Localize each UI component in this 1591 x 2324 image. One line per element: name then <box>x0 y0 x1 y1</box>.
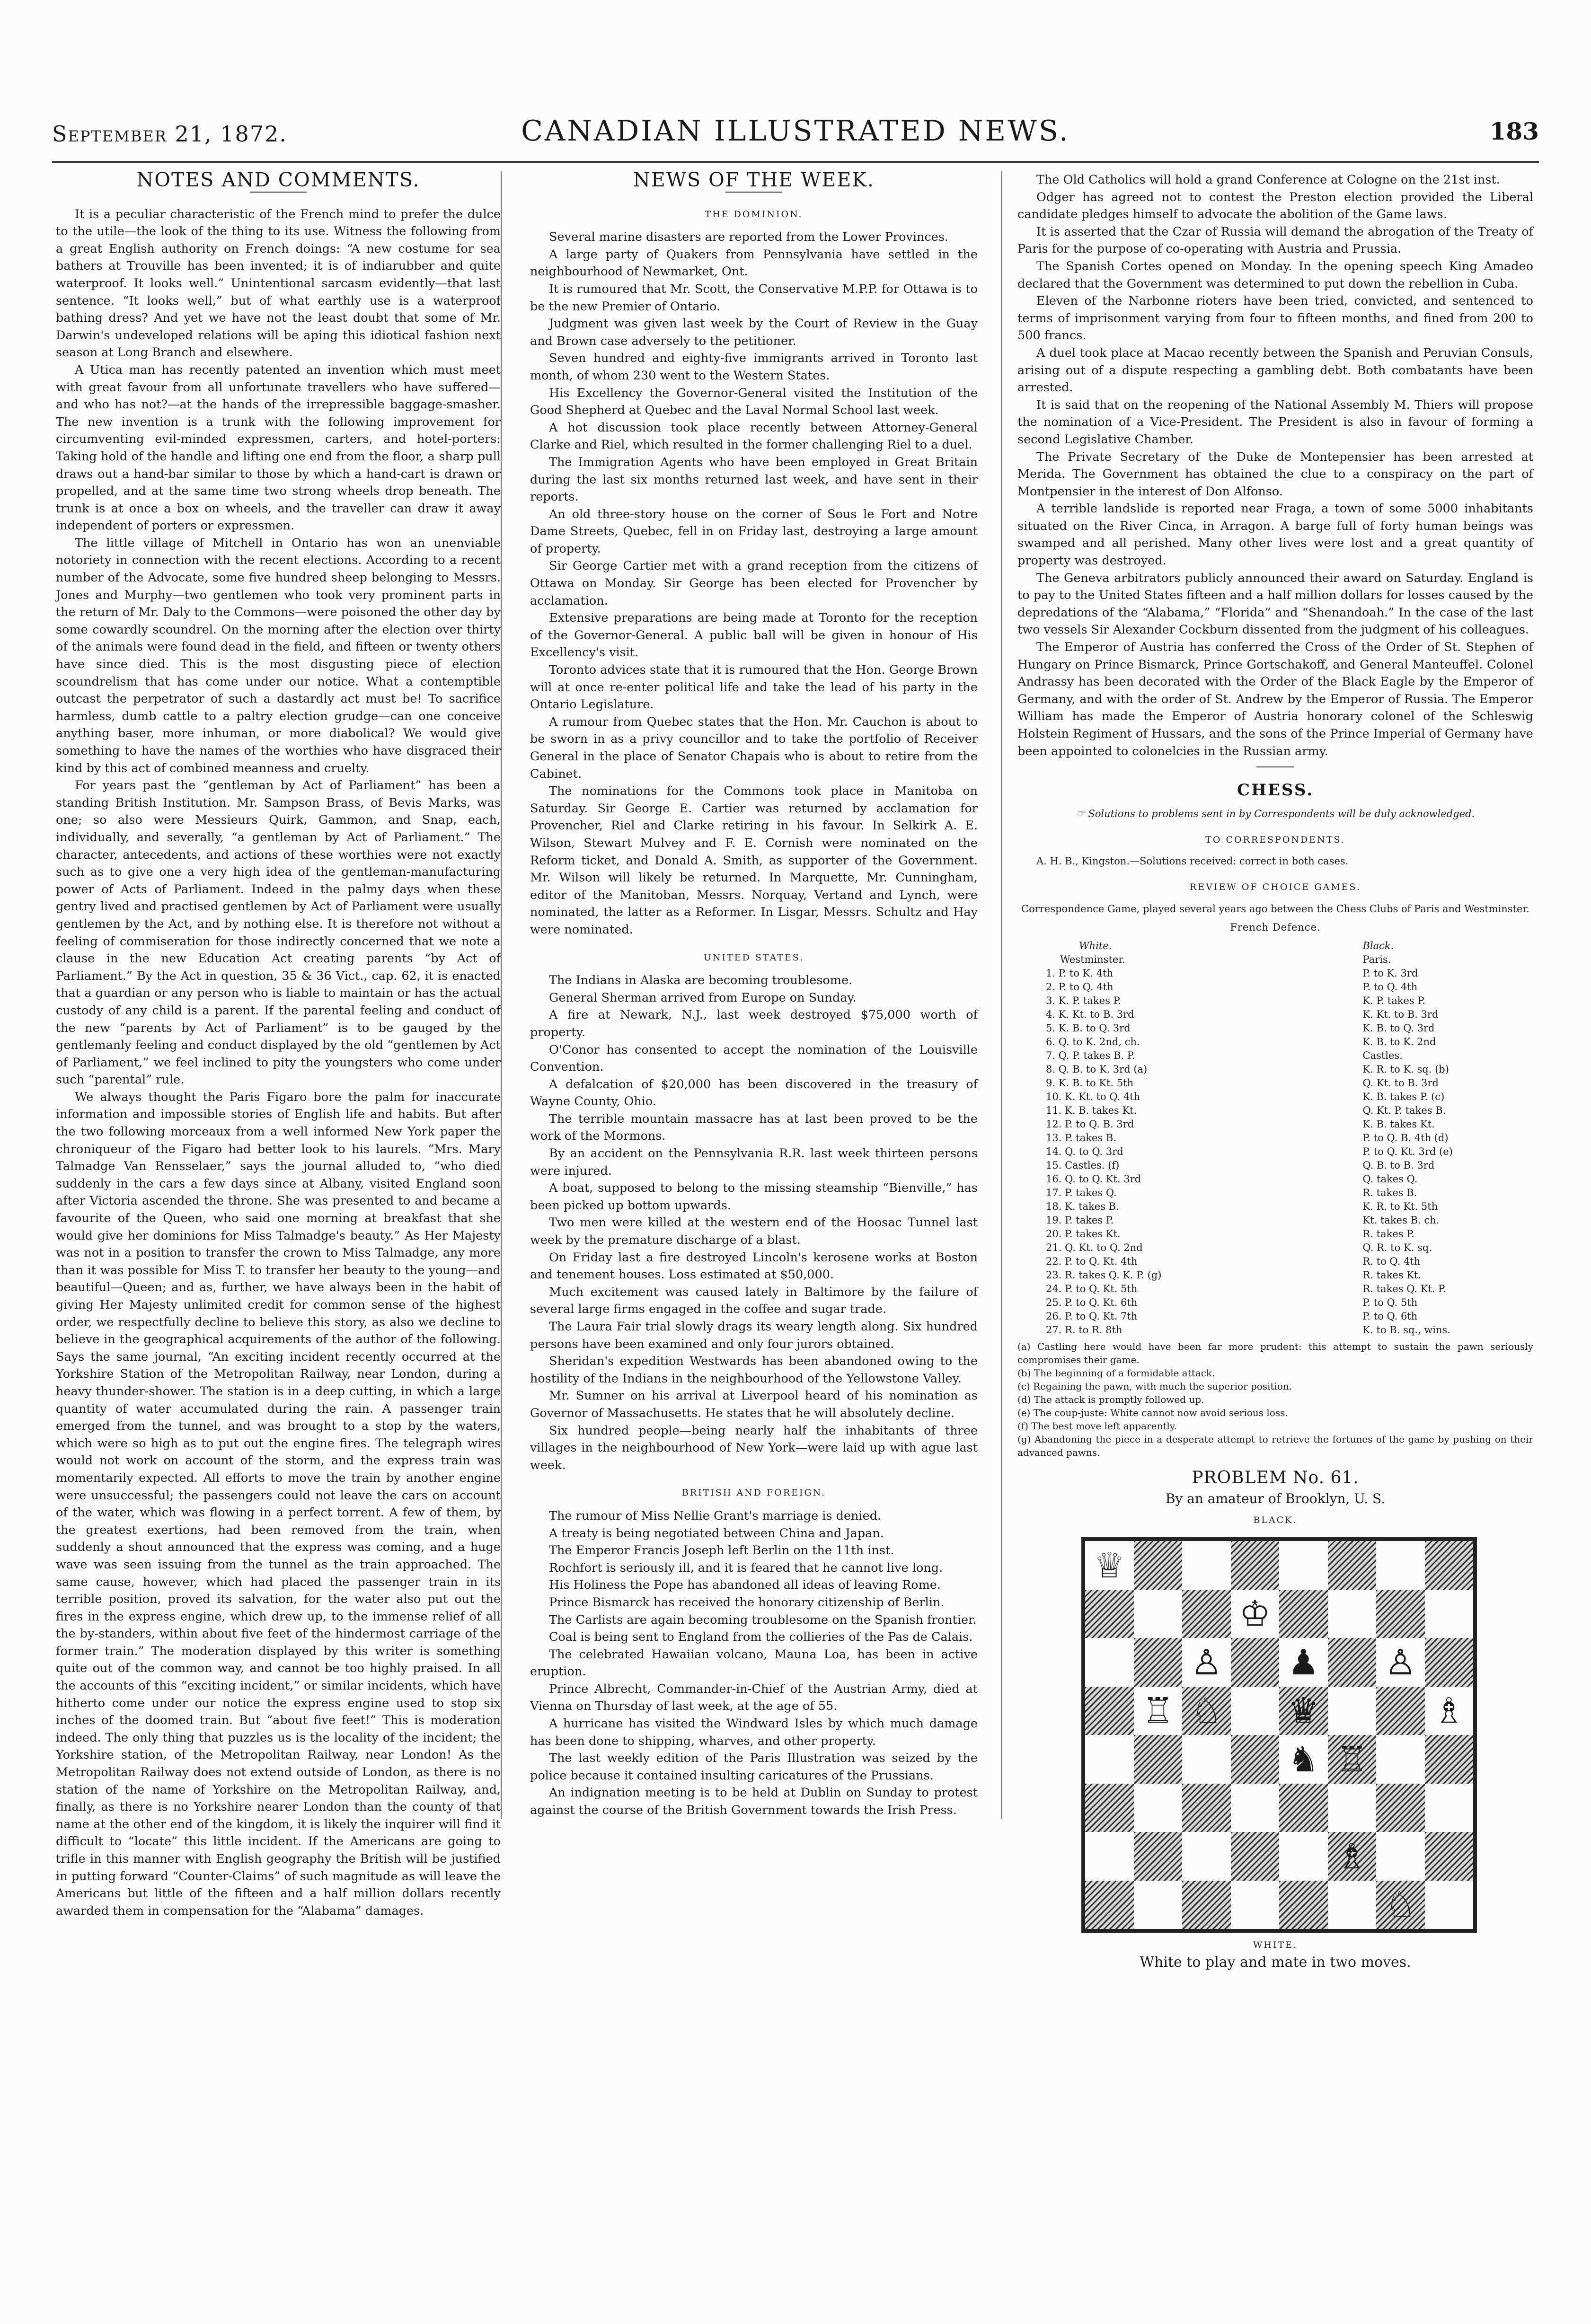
black-move: R. takes B. <box>1362 1187 1417 1198</box>
black-move: K. R. to Kt. 5th <box>1362 1200 1438 1212</box>
white-move: 12. P. to Q. B. 3rd <box>1046 1118 1134 1130</box>
board-square <box>1182 1881 1231 1929</box>
game-annotation: (c) Regaining the pawn, with much the superior position. <box>1017 1380 1292 1392</box>
news-item: O'Conor has consented to accept the nomination of the Louisville Convention. <box>530 1042 978 1074</box>
article-paragraph: We always thought the Paris Figaro bore the palm for inaccurate information and impossible stories of English life and habits. But after the two following morceaux from a well informed New York paper the chroniqueur of the Figaro had better look to his laurels. “Mrs. Mary Talmadge Van Rensselaer,” says the journal alluded to, “who died suddenly in the cars a few days since at Albany, visited England soon after Victoria ascended the throne. She was presented to and became a favourite of the Queen, who said one morning at breakfast that she would give her dominions for Miss Talmadge's beauty.” As Her Majesty was not in a position to transfer the crown to Miss Talmadge, any more than it was possible for Miss T. to transfer her beauty to the young—and beautiful—Queen; and as, further, we have always been in the habit of giving Her Majesty unlimited credit for common sense of the highest order, we respectfully decline to believe this story, as also we decline to believe in the geographical acquirements of the author of the following. Says the same journal, “An exciting incident recently occurred at the Yorkshire Station of the Metropolitan Railway, near London, during a heavy thunder-shower. The station is in a deep cutting, in which a large quantity of water accumulated during the rain. A passenger train emerged from the tunnel, and was brought to a stop by the waters, which were so high as to put out the engine fires. The telegraph wires would not work on account of the storm, and the express train was momentarily expected. All efforts to move the train by another engine were unsuccessful; the passengers could not leave the cars on account of the water, which was flowing in a perfect torrent. A few of them, by the greatest exertions, had been removed from the train, when suddenly a shout announced that the express was coming, and a huge wave was seen issuing from the tunnel as the train approached. The same cause, however, which had placed the passenger train in its terrible position, proved its salvation, for the water also put out the fires in the express engine, which drew up, to the immense relief of all the by-standers, within about five feet of the hindermost carriage of the former train.” The moderation displayed by this writer is something quite out of the common way, and cannot be too highly praised. In all the accounts of this “exciting incident,” or similar incidents, which have hitherto come under our notice the express engine used to stop six inches of the doomed train. But “about five feet!” This is moderation indeed. The only thing that puzzles us is the locality of the incident; the Yorkshire station, of the Metropolitan Railway, near London! As the Metropolitan Railway does not extend outside of London, as there is no station of the name of Yorkshire on the Metropolitan Railway, and, finally, as there is no Yorkshire nearer London than the county of that name at the other end of the kingdom, it is likely the inquirer will find it difficult to “locate” this little incident. If the Americans are going to trifle in this manner with English geography the British will be justified in putting forward “Counter-Claims” of such magnitude as will leave the Americans but little of the fifteen and a half million dollars recently awarded them in compensation for the “Alabama” damages. <box>56 1090 501 1918</box>
correspondents-label: TO CORRESPONDENTS. <box>1205 834 1345 845</box>
black-move: P. to Q. 5th <box>1362 1296 1418 1308</box>
news-item: Two men were killed at the western end of the Hoosac Tunnel last week by the premature discharge of a blast. <box>530 1215 978 1248</box>
move-row <box>1017 1063 1533 1076</box>
move-row <box>1017 1145 1533 1159</box>
notes-body <box>56 206 501 1920</box>
board-square <box>1085 1687 1134 1735</box>
news-item: Eleven of the Narbonne rioters have been tried, convicted, and sentenced to terms of imprisonment varying from four to fifteen months, and fined from 200 to 500 francs. <box>1017 294 1533 343</box>
news-item: Six hundred people—being nearly half the inhabitants of three villages in the neighbourhood of New York—were laid up with ague last week. <box>530 1423 978 1472</box>
news-item: The last weekly edition of the Paris Illustration was seized by the police because it contained insulting caricatures of the Prussians. <box>530 1751 978 1783</box>
black-move: P. to Q. 6th <box>1362 1310 1418 1322</box>
black-move: Castles. <box>1362 1049 1403 1061</box>
board-square <box>1231 1784 1280 1832</box>
black-move: K. P. takes P. <box>1362 995 1425 1006</box>
chess-piece-square: ♙ <box>1376 1638 1425 1687</box>
white-move: 4. K. Kt. to B. 3rd <box>1046 1008 1134 1020</box>
black-club: Paris. <box>1362 953 1391 965</box>
board-square <box>1134 1590 1183 1638</box>
news-item: It is rumoured that Mr. Scott, the Conservative M.P.P. for Ottawa is to be the new Premier of Ontario. <box>530 282 978 314</box>
foreign-news <box>530 1507 978 1819</box>
article-paragraph: It is a peculiar characteristic of the French mind to prefer the dulce to the utile—the look of the thing to its use. Witness the following from a great English authority on French doings: “A new costume for sea bathers at Trouville has been invented; it is of indiarubber and quite waterproof. It looks well.” Unintentional sarcasm evidently—that last sentence. “It looks well,” but of what earthly use is a waterproof bathing dress? And yet we have not the least doubt that some of Mr. Darwin's undeveloped relations will be aping this idiotical fashion next season at Long Branch and elsewhere. <box>56 207 501 360</box>
board-square <box>1328 1638 1377 1687</box>
chess-piece-square: ♗ <box>1328 1832 1377 1881</box>
news-item: The terrible mountain massacre has at last been proved to be the work of the Mormons. <box>530 1111 978 1144</box>
news-heading: NEWS OF THE WEEK. <box>633 168 875 191</box>
news-item: Sir George Cartier met with a grand reception from the citizens of Ottawa on Monday. Sir George has been elected for Provencher by acclamation. <box>530 559 978 608</box>
chess-piece-square: ♞ <box>1279 1735 1328 1784</box>
white-move: 18. K. takes B. <box>1046 1200 1119 1212</box>
board-square <box>1279 1881 1328 1929</box>
news-item: Mr. Sumner on his arrival at Liverpool heard of his nomination as Governor of Massachusetts. He states that he will absolutely decline. <box>530 1389 978 1420</box>
news-item: By an accident on the Pennsylvania R.R. last week thirteen persons were injured. <box>530 1146 978 1178</box>
board-square <box>1425 1832 1474 1881</box>
board-square <box>1085 1590 1134 1638</box>
chess-piece-square: ♟ <box>1279 1638 1328 1687</box>
news-item: A duel took place at Macao recently between the Spanish and Peruvian Consuls, arising out of a dispute respecting a gambling debt. Both combatants have been arrested. <box>1017 345 1533 395</box>
board-square <box>1425 1735 1474 1784</box>
chess-board <box>1081 1537 1477 1933</box>
news-item: On Friday last a fire destroyed Lincoln's kerosene works at Boston and tenement houses. Loss estimated at $50,000. <box>530 1250 978 1282</box>
white-move: 1. P. to K. 4th <box>1046 967 1114 979</box>
issue-date: September 21, 1872. <box>52 121 287 147</box>
board-square <box>1231 1541 1280 1590</box>
problem-caption: White to play and mate in two moves. <box>1140 1954 1411 1971</box>
black-move: K. to B. sq., wins. <box>1362 1324 1450 1336</box>
move-row <box>1017 1296 1533 1310</box>
problem-title: PROBLEM No. 61. <box>1192 1468 1359 1488</box>
chess-piece-square: ♕ <box>1085 1541 1134 1590</box>
section-label-us: UNITED STATES. <box>703 952 804 963</box>
white-move: 3. K. P. takes P. <box>1046 995 1122 1006</box>
white-move: 24. P. to Q. Kt. 5th <box>1046 1283 1138 1294</box>
news-item: The Geneva arbitrators publicly announced their award on Saturday. England is to pay to the United States fifteen and a half million dollars for losses caused by the depredations of the “Alabama,” “Florida” and “Shenandoah.” In the case of the last two vessels Sir Alexander Cockburn dissented from the judgment of his colleagues. <box>1017 571 1533 637</box>
move-row <box>1017 1021 1533 1035</box>
board-square <box>1425 1590 1474 1638</box>
chess-heading: CHESS. <box>1237 781 1314 800</box>
game-annotation: (b) The beginning of a formidable attack. <box>1017 1367 1215 1379</box>
white-move: 15. Castles. (f) <box>1046 1159 1120 1171</box>
black-move: P. to K. 3rd <box>1362 967 1418 979</box>
news-item: The Emperor of Austria has conferred the Cross of the Order of St. Stephen of Hungary on Prince Bismarck, Prince Gortschakoff, and General Manteuffel. Colonel Andrassy has been decorated with the Order of the Black Eagle by the Emperor of Germany, and with the order of St. Andrew by the Emperor of Russia. The Emperor William has made the Emperor of Austria honorary colonel of the Schleswig Holstein Regiment of Hussars, and the sons of the Prince Imperial of Germany have been appointed to colonelcies in the Russian army. <box>1017 640 1533 758</box>
black-move: R. takes P. <box>1362 1228 1414 1240</box>
news-item: A boat, supposed to belong to the missing steamship “Bienville,” has been picked up bottom upwards. <box>530 1181 978 1213</box>
game-annotations <box>1017 1340 1533 1459</box>
news-item: The celebrated Hawaiian volcano, Mauna Loa, has been in active eruption. <box>530 1647 978 1679</box>
game-annotation: (g) Abandoning the piece in a desperate attempt to retrieve the fortunes of the game by pushing on their advanced pawns. <box>1017 1433 1533 1458</box>
white-move: 9. K. B. to Kt. 5th <box>1046 1077 1134 1089</box>
board-square <box>1085 1881 1134 1929</box>
white-move: 19. P. takes P. <box>1046 1214 1114 1226</box>
black-move: P. to Q. Kt. 3rd (e) <box>1362 1145 1453 1157</box>
move-row <box>1017 1090 1533 1104</box>
black-move: K. B. to K. 2nd <box>1362 1036 1436 1048</box>
news-item: General Sherman arrived from Europe on Sunday. <box>549 990 857 1005</box>
news-item: His Excellency the Governor-General visited the Institution of the Good Shepherd at Quebec and the Laval Normal School last week. <box>530 386 978 418</box>
black-move: R. takes Q. Kt. P. <box>1362 1283 1446 1294</box>
news-item: The nominations for the Commons took place in Manitoba on Saturday. Sir George E. Cartier was returned by acclamation for Provencher, Riel and Clarke retiring in his favour. In Selkirk A. E. Wilson, Stewart Mulvey and F. E. Cornish were nominated on the Reform ticket, and Donald A. Smith, as supporter of the Government. Mr. Wilson will likely be returned. In Marquette, Mr. Cunningham, editor of the Manitoban, Messrs. Norquay, Vertand and Lynch, were nominated, the latter as a Reformer. In Lisgar, Messrs. Schultz and Hay were nominated. <box>530 784 978 937</box>
white-move: 27. R. to R. 8th <box>1046 1324 1123 1336</box>
news-item: A hurricane has visited the Windward Isles by which much damage has been done to shipping, wharves, and other property. <box>530 1717 978 1748</box>
news-item: A treaty is being negotiated between China and Japan. <box>549 1526 884 1541</box>
news-item: Prince Bismarck has received the honorary citizenship of Berlin. <box>549 1595 945 1610</box>
board-square <box>1425 1784 1474 1832</box>
board-square <box>1085 1735 1134 1784</box>
move-row <box>1017 1076 1533 1090</box>
article-paragraph: For years past the “gentleman by Act of Parliament” has been a standing British Institution. Mr. Sampson Brass, of Bevis Marks, was one; so also were Messieurs Quirk, Gammon, and Snap, each, individually, and severally, “a gentleman by Act of Parliament.” The character, antecedents, and actions of these worthies were not exactly such as to give one a very high idea of the gentleman-manufacturing power of Acts of Parliament. Indeed in the palmy days when these gentry lived and practised gentlemen by Act of Parliament were usually gentlemen by the Act, and by nothing else. It is therefore not without a feeling of commiseration for those indirectly concerned that we note a clause in the new Education Act creating parents “by Act of Parliament.” By the Act in question, 35 & 36 Vict., cap. 62, it is enacted that a guardian or any person who is liable to maintain or has the actual custody of any child is a parent. If the parental feeling and conduct of the new “parents by Act of Parliament” is to be gauged by the gentlemanly feeling and conduct displayed by the old “gentlemen by Act of Parliament,” we feel inclined to pity the youngsters who come under such “parental” rule. <box>56 778 501 1087</box>
news-item: Rochfort is seriously ill, and it is feared that he cannot live long. <box>549 1560 943 1575</box>
white-club: Westminster. <box>1060 953 1125 965</box>
white-move: 26. P. to Q. Kt. 7th <box>1046 1310 1138 1322</box>
move-row <box>1017 1008 1533 1021</box>
news-item: Odger has agreed not to contest the Preston election provided the Liberal candidate pledges himself to advocate the abolition of the Game laws. <box>1017 190 1533 222</box>
board-square <box>1328 1590 1377 1638</box>
notes-column <box>56 168 501 1919</box>
news-item: Toronto advices state that it is rumoured that the Hon. George Brown will at once re-enter political life and take the lead of his party in the Ontario Legislature. <box>530 663 978 712</box>
white-move: 8. Q. B. to K. 3rd (a) <box>1046 1063 1148 1075</box>
board-square <box>1134 1881 1183 1929</box>
news-item: An indignation meeting is to be held at Dublin on Sunday to protest against the course of the British Government towards the Irish Press. <box>530 1786 978 1818</box>
move-row <box>1017 1049 1533 1063</box>
game-annotation: (d) The attack is promptly followed up. <box>1017 1393 1204 1405</box>
board-square <box>1376 1735 1425 1784</box>
news-item: The Indians in Alaska are becoming troublesome. <box>549 973 853 988</box>
black-move: Q. Kt. to B. 3rd <box>1362 1077 1439 1089</box>
board-square <box>1279 1784 1328 1832</box>
board-square <box>1425 1541 1474 1590</box>
heading-rule <box>250 192 307 193</box>
board-square <box>1279 1541 1328 1590</box>
board-square <box>1425 1638 1474 1687</box>
white-label: White. <box>1079 940 1112 951</box>
board-square <box>1328 1687 1377 1735</box>
move-row <box>1017 967 1533 980</box>
black-side-label: BLACK. <box>1253 1514 1298 1525</box>
news-item: His Holiness the Pope has abandoned all ideas of leaving Rome. <box>549 1578 941 1593</box>
board-square <box>1085 1832 1134 1881</box>
news-item: It is said that on the reopening of the National Assembly M. Thiers will propose the nomination of a Vice-President. The President is also in favour of forming a second Legislative Chamber. <box>1017 397 1533 447</box>
board-square <box>1279 1832 1328 1881</box>
news-item: The Private Secretary of the Duke de Montepensier has been arrested at Merida. The Government has obtained the clue to a conspiracy on the part of Montpensier in the interest of Don Alfonso. <box>1017 449 1533 499</box>
white-move: 25. P. to Q. Kt. 6th <box>1046 1296 1138 1308</box>
chess-piece-square: ♛ <box>1279 1687 1328 1735</box>
news-item: It is asserted that the Czar of Russia will demand the abrogation of the Treaty of Paris for the purpose of co-operating with Austria and Prussia. <box>1017 224 1533 256</box>
news-item: The rumour of Miss Nellie Grant's marriage is denied. <box>549 1508 882 1523</box>
chess-notice: ☞ Solutions to problems sent in by Correspondents will be duly acknowledged. <box>1076 808 1475 819</box>
page-number: 183 <box>1489 117 1539 145</box>
black-label: Black. <box>1362 940 1394 951</box>
black-move: P. to Q. 4th <box>1362 981 1418 993</box>
move-row <box>1017 1172 1533 1186</box>
board-square <box>1134 1541 1183 1590</box>
board-square <box>1376 1832 1425 1881</box>
chess-diagram <box>1081 1537 1469 1933</box>
news-item: A large party of Quakers from Pennsylvania have settled in the neighbourhood of Newmarket, Ont. <box>530 247 978 279</box>
black-move: R. takes Kt. <box>1362 1269 1422 1281</box>
game-annotation: (a) Castling here would have been far more prudent: this attempt to sustain the pawn seriously compromises their game. <box>1017 1340 1533 1365</box>
heading-rule <box>725 192 782 193</box>
move-row <box>1017 1255 1533 1268</box>
black-move: Q. takes Q. <box>1362 1173 1418 1185</box>
move-row <box>1017 1282 1533 1296</box>
us-news <box>530 972 978 1474</box>
black-move: K. R. to K. sq. (b) <box>1362 1063 1449 1075</box>
black-move: P. to Q. B. 4th (d) <box>1362 1132 1449 1144</box>
news-item: A terrible landslide is reported near Fraga, a town of some 5000 inhabitants situated on the River Cinca, in Arragon. A barge full of forty human beings was swamped and all perished. Many other lives were lost and a great quantity of property was destroyed. <box>1017 502 1533 568</box>
board-square <box>1279 1590 1328 1638</box>
newspaper-title: CANADIAN ILLUSTRATED NEWS. <box>521 114 1070 148</box>
news-item: Extensive preparations are being made at Toronto for the reception of the Governor-General. A public ball will be given in honour of His Excellency's visit. <box>530 611 978 660</box>
masthead <box>52 113 1539 155</box>
move-row <box>1017 1118 1533 1131</box>
chess-piece-square: ♙ <box>1182 1638 1231 1687</box>
review-label: REVIEW OF CHOICE GAMES. <box>1190 882 1361 893</box>
board-square <box>1328 1881 1377 1929</box>
divider <box>1256 766 1294 767</box>
board-square <box>1134 1735 1183 1784</box>
news-item: Prince Albrecht, Commander-in-Chief of the Austrian Army, died at Vienna on Thursday of last week, at the age of 55. <box>530 1681 978 1714</box>
white-move: 13. P. takes B. <box>1046 1132 1116 1144</box>
chess-piece-square: ♘ <box>1182 1687 1231 1735</box>
move-row <box>1017 1268 1533 1282</box>
board-square <box>1182 1541 1231 1590</box>
board-square <box>1376 1687 1425 1735</box>
board-square <box>1231 1687 1280 1735</box>
move-row <box>1017 1159 1533 1172</box>
move-row <box>1017 980 1533 994</box>
board-square <box>1425 1881 1474 1929</box>
move-row <box>1017 1323 1533 1337</box>
chess-piece-square: ♗ <box>1425 1687 1474 1735</box>
board-square <box>1085 1638 1134 1687</box>
game-annotation: (f) The best move left apparently. <box>1017 1420 1177 1432</box>
article-paragraph: A Utica man has recently patented an invention which must meet with great favour from all unfortunate travellers who have suffered—and who has not?—at the hands of the irrepressible baggage-smasher. The new invention is a trunk with the following improvement for circumventing evil-minded expressmen, carters, and hotel-porters: Taking hold of the handle and lifting one end from the floor, a sharp pull draws out a hand-bar similar to those by which a hand-cart is drawn or propelled, and at the same time two strong wheels drop beneath. The trunk is at once a box on wheels, and the traveller can draw it away independent of porters or expressmen. <box>56 362 501 533</box>
news-item: Seven hundred and eighty-five immigrants arrived in Toronto last month, of whom 230 went to the Western States. <box>530 351 978 383</box>
move-row <box>1017 1104 1533 1118</box>
news-item: The Old Catholics will hold a grand Conference at Cologne on the 21st inst. <box>1036 173 1500 187</box>
move-row <box>1017 1131 1533 1145</box>
move-row <box>1017 1310 1533 1323</box>
board-square <box>1182 1784 1231 1832</box>
black-move: Q. B. to B. 3rd <box>1362 1159 1435 1171</box>
board-square <box>1231 1735 1280 1784</box>
white-move: 6. Q. to K. 2nd, ch. <box>1046 1036 1140 1048</box>
board-square <box>1182 1735 1231 1784</box>
board-square <box>1182 1832 1231 1881</box>
white-move: 5. K. B. to Q. 3rd <box>1046 1022 1131 1034</box>
board-square <box>1134 1638 1183 1687</box>
white-move: 17. P. takes Q. <box>1046 1187 1117 1198</box>
board-square <box>1134 1784 1183 1832</box>
article-paragraph: The little village of Mitchell in Ontario has won an unenviable notoriety in connection with the recent elections. According to a recent number of the Advocate, some five hundred sheep belonging to Messrs. Jones and Murphy—two gentlemen who took very prominent parts in the return of Mr. Daly to the Commons—were poisoned the other day by some cowardly scoundrel. On the morning after the election over thirty of the animals were found dead in the field, and fifteen or twenty others have since died. This is the most disgusting piece of election scoundrelism that has come under our notice. What a contemptible outcast the perpetrator of such a dastardly act must be! To sacrifice harmless, dumb cattle to a paltry election grudge—can one conceive anything baser, more inhuman, or more diabolical? We would give something to have the names of the worthies who have disgraced their kind by this act of combined meanness and cruelty. <box>56 536 501 775</box>
white-move: 14. Q. to Q. 3rd <box>1046 1145 1123 1157</box>
move-row <box>1017 994 1533 1008</box>
news-item: An old three-story house on the corner of Sous le Fort and Notre Dame Streets, Quebec, fell in on Friday last, destroying a large amount of property. <box>530 507 978 556</box>
white-move: 11. K. B. takes Kt. <box>1046 1104 1137 1116</box>
news-item: Coal is being sent to England from the collieries of the Pas de Calais. <box>549 1630 973 1645</box>
white-move: 10. K. Kt. to Q. 4th <box>1046 1091 1140 1102</box>
news-column <box>501 168 1002 1819</box>
white-move: 22. P. to Q. Kt. 4th <box>1046 1255 1138 1267</box>
problem-author: By an amateur of Brooklyn, U. S. <box>1165 1491 1386 1507</box>
board-square <box>1376 1784 1425 1832</box>
game-intro: Correspondence Game, played several years ago between the Chess Clubs of Paris and Westminster. <box>1021 903 1529 915</box>
black-move: K. Kt. to B. 3rd <box>1362 1008 1439 1020</box>
move-row <box>1017 1241 1533 1255</box>
news-item: A rumour from Quebec states that the Hon. Mr. Cauchon is about to be sworn in as a privy councillor and to take the portfolio of Receiver General in the place of Senator Chapais who is about to retire from the Cabinet. <box>530 714 978 781</box>
news-item: Judgment was given last week by the Court of Review in the Guay and Brown case adversely to the petitioner. <box>530 317 978 348</box>
news-item: The Carlists are again becoming troublesome on the Spanish frontier. <box>549 1612 977 1627</box>
white-move: 16. Q. to Q. Kt. 3rd <box>1046 1173 1141 1185</box>
chess-piece-square: ♖ <box>1134 1687 1183 1735</box>
black-move: Kt. takes B. ch. <box>1362 1214 1440 1226</box>
news-item: The Spanish Cortes opened on Monday. In the opening speech King Amadeo declared that the Government was determined to put down the rebellion in Cuba. <box>1017 259 1533 291</box>
notes-heading: NOTES AND COMMENTS. <box>136 168 420 191</box>
white-move: 21. Q. Kt. to Q. 2nd <box>1046 1241 1143 1253</box>
black-move: Q. R. to K. sq. <box>1362 1241 1432 1253</box>
black-move: K. B. takes Kt. <box>1362 1118 1435 1130</box>
section-label-foreign: BRITISH AND FOREIGN. <box>681 1488 826 1498</box>
game-moves-table <box>1017 939 1533 1337</box>
black-move: K. B. takes P. (c) <box>1362 1091 1445 1102</box>
news-item: The Emperor Francis Joseph left Berlin on the 11th inst. <box>549 1543 894 1558</box>
board-square <box>1328 1784 1377 1832</box>
news-item: The Laura Fair trial slowly drags its weary length along. Six hundred persons have been examined and only four jurors obtained. <box>530 1320 978 1351</box>
white-move: 20. P. takes Kt. <box>1046 1228 1121 1240</box>
news-item: Much excitement was caused lately in Baltimore by the failure of several large firms engaged in the coffee and sugar trade. <box>530 1285 978 1317</box>
white-move: 2. P. to Q. 4th <box>1046 981 1114 993</box>
white-side-label: WHITE. <box>1253 1940 1298 1951</box>
game-annotation: (e) The coup-juste: White cannot now avoid serious loss. <box>1017 1407 1288 1418</box>
chess-piece-square: ♘ <box>1376 1881 1425 1929</box>
black-move: R. to Q. 4th <box>1362 1255 1421 1267</box>
chess-piece-square: ♖ <box>1328 1735 1377 1784</box>
black-move: Q. Kt. P. takes B. <box>1362 1104 1446 1116</box>
masthead-rule <box>52 161 1539 163</box>
move-row <box>1017 1035 1533 1049</box>
move-row <box>1017 1227 1533 1241</box>
opening-name: French Defence. <box>1230 921 1321 933</box>
board-square <box>1182 1590 1231 1638</box>
foreign-chess-column <box>1017 171 1533 1972</box>
news-item: A hot discussion took place recently between Attorney-General Clarke and Riel, which resulted in the former challenging Riel to a duel. <box>530 420 978 452</box>
move-row <box>1017 1214 1533 1227</box>
board-square <box>1376 1541 1425 1590</box>
chess-piece-square: ♔ <box>1231 1590 1280 1638</box>
news-item: Several marine disasters are reported from the Lower Provinces. <box>549 230 949 245</box>
foreign-news-continued <box>1017 171 1533 760</box>
section-label-dominion: THE DOMINION. <box>705 209 803 220</box>
move-row <box>1017 1200 1533 1214</box>
board-square <box>1134 1832 1183 1881</box>
move-row <box>1017 1186 1533 1200</box>
dominion-news <box>530 229 978 938</box>
news-item: The Immigration Agents who have been employed in Great Britain during the last six months returned last week, and have sent in their reports. <box>530 455 978 504</box>
white-move: 7. Q. P. takes B. P. <box>1046 1049 1135 1061</box>
board-square <box>1328 1541 1377 1590</box>
black-move: K. B. to Q. 3rd <box>1362 1022 1435 1034</box>
board-square <box>1231 1881 1280 1929</box>
news-item: A defalcation of $20,000 has been discovered in the treasury of Wayne County, Ohio. <box>530 1077 978 1109</box>
white-move: 23. R. takes Q. K. P. (g) <box>1046 1269 1162 1281</box>
board-square <box>1376 1590 1425 1638</box>
board-square <box>1231 1832 1280 1881</box>
board-square <box>1231 1638 1280 1687</box>
correspondent-entry: A. H. B., Kingston.—Solutions received: correct in both cases. <box>1036 855 1349 867</box>
news-item: A fire at Newark, N.J., last week destroyed $75,000 worth of property. <box>530 1008 978 1039</box>
news-item: Sheridan's expedition Westwards has been abandoned owing to the hostility of the Indians in the neighbourhood of the Yellowstone Valley. <box>530 1354 978 1386</box>
board-square <box>1085 1784 1134 1832</box>
